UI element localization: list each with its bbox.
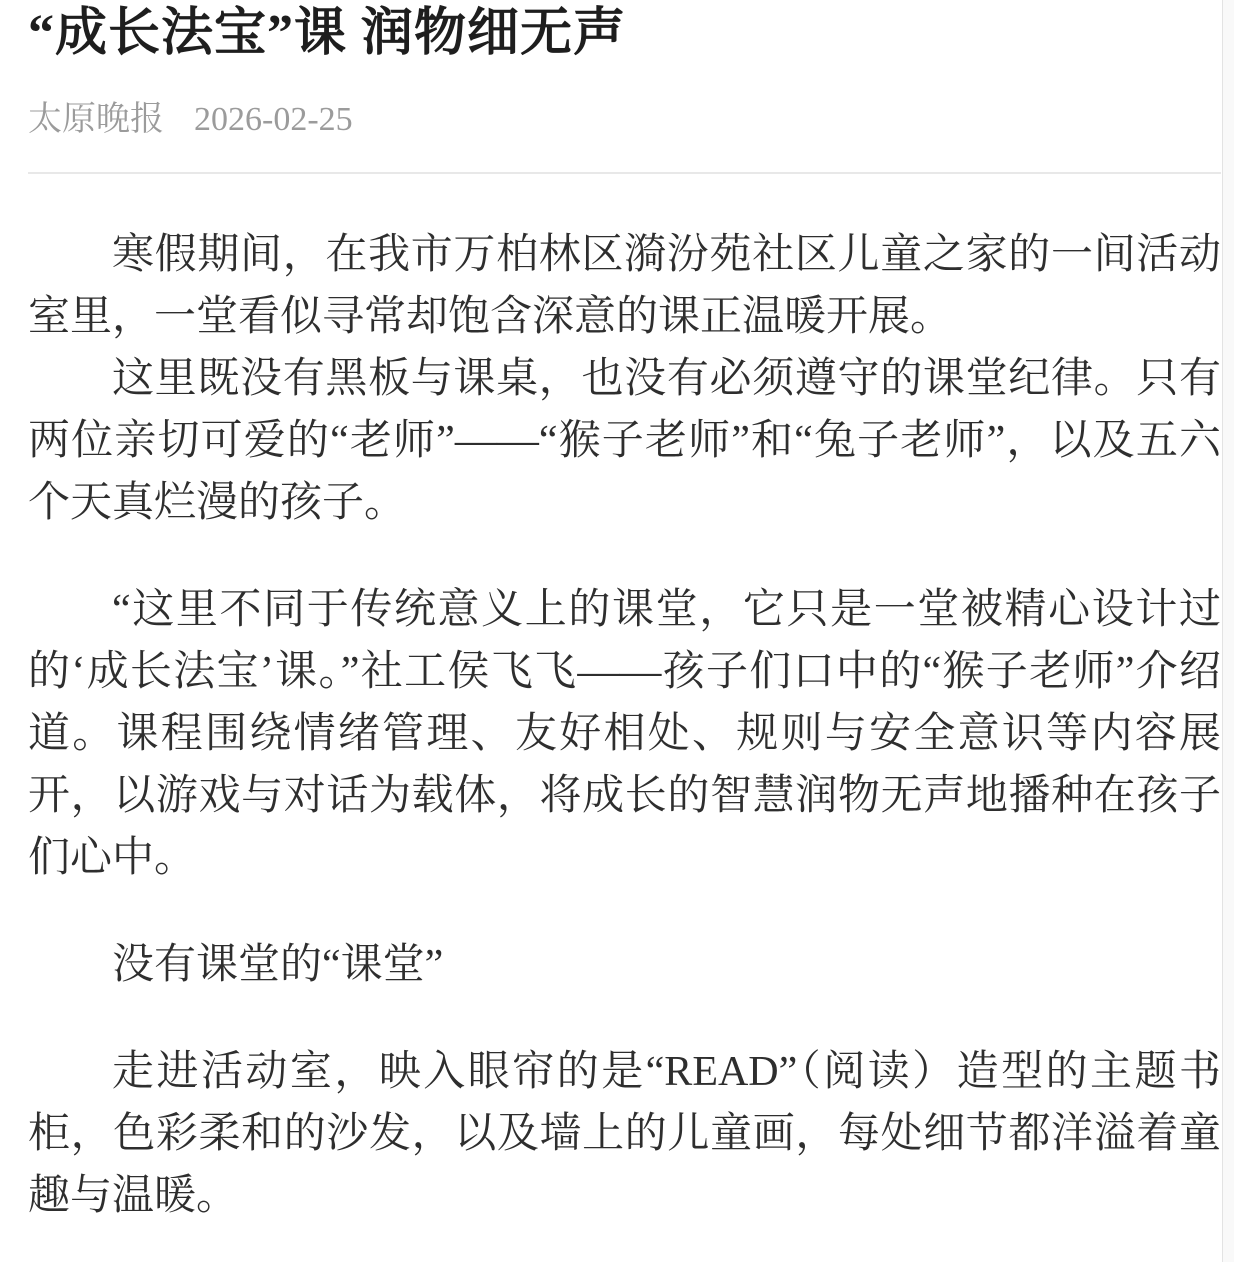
scrollbar-track[interactable] [1222, 0, 1234, 1262]
paragraph: 寒假期间，在我市万柏林区漪汾苑社区儿童之家的一间活动室里，一堂看似寻常却饱含深意的课正温暖开展。 [28, 232, 1221, 340]
article-date: 2026-02-25 [194, 101, 353, 138]
page-title: “成长法宝”课 润物细无声 [28, 5, 627, 62]
paragraph: 走进活动室，映入眼帘的是“READ”（阅读）造型的主题书柜，色彩柔和的沙发，以及墙上的儿童画，每处细节都洋溢着童趣与温暖。 [28, 1049, 1221, 1219]
article-body [28, 174, 1221, 1227]
article-source: 太原晚报 [28, 101, 164, 138]
article-meta [28, 98, 1221, 142]
paragraph: 这里既没有黑板与课桌，也没有必须遵守的课堂纪律。只有两位亲切可爱的“老师”——“猴子老师”和“兔子老师”，以及五六个天真烂漫的孩子。 [28, 356, 1221, 526]
paragraph: “这里不同于传统意义上的课堂，它只是一堂被精心设计过的‘成长法宝’课。”社工侯飞飞——孩子们口中的“猴子老师”介绍道。课程围绕情绪管理、友好相处、规则与安全意识等内容展开，以游戏与对话为载体，将成长的智慧润物无声地播种在孩子们心中。 [28, 587, 1221, 881]
section-subheading: 没有课堂的“课堂” [112, 942, 444, 988]
article-content [28, 0, 1221, 1227]
